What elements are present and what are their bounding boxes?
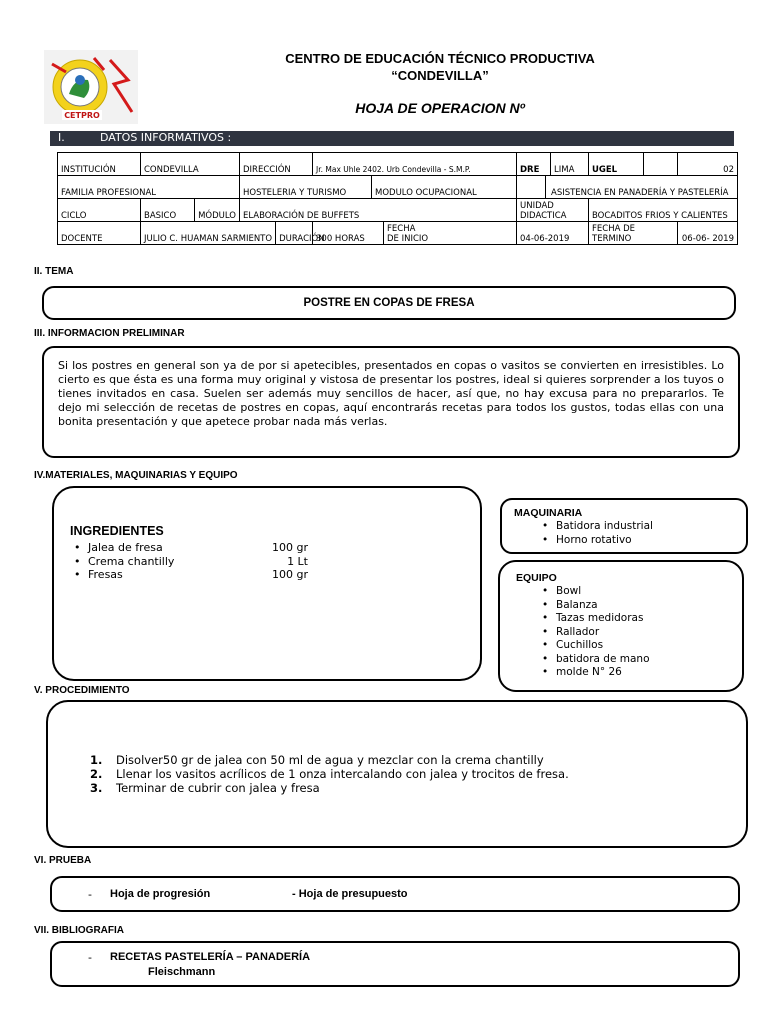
list-item: • Rallador <box>536 626 650 640</box>
list-item: • batidora de mano <box>536 653 650 667</box>
step-number: 2. <box>90 767 103 781</box>
list-item <box>68 541 308 555</box>
prueba-dash: - <box>88 888 92 901</box>
ciclo-value: BASICO <box>141 199 195 221</box>
school-name: “CONDEVILLA” <box>391 68 489 83</box>
list-item <box>68 568 308 582</box>
maquinaria-title: MAQUINARIA <box>514 507 583 519</box>
section-datos-bar <box>50 131 734 146</box>
list-item: • Batidora industrial <box>536 520 653 534</box>
ingredientes-box <box>52 486 482 681</box>
equipo-list <box>536 585 650 680</box>
step-number: 1. <box>90 753 103 767</box>
dre-value: LIMA <box>551 153 589 176</box>
section-title: DATOS INFORMATIVOS : <box>100 131 232 144</box>
inicio-label-1: FECHA <box>387 224 416 234</box>
familia-value: HOSTELERIA Y TURISMO <box>240 176 372 198</box>
step-text: Terminar de cubrir con jalea y fresa <box>116 781 320 795</box>
svg-text:CETPRO: CETPRO <box>64 111 100 120</box>
prueba-box <box>50 876 740 912</box>
ingrediente-qty: 1 Lt <box>287 554 308 568</box>
ugel-label: UGEL <box>589 153 644 176</box>
list-item <box>68 555 308 569</box>
section-number: I. <box>58 131 65 144</box>
ingrediente-name: Jalea de fresa <box>88 541 163 554</box>
ugel-value: 02 <box>678 153 738 176</box>
ingredientes-title: INGREDIENTES <box>70 524 164 538</box>
docente-value: JULIO C. HUAMAN SARMIENTO <box>141 222 276 244</box>
list-item <box>90 753 569 767</box>
preliminar-text: Si los postres en general son ya de por si apetecibles, presentados en copas o vasitos se convierten en irresistibles. Lo cierto es que ésta es una forma muy original y vistosa de presentar los postres, ideal si quieres sorprender a los tuyos o tienes invitados en casa. Suelen ser además muy sencillos de hacer, así que, no hay excusa para no prepararlos. Te dejo mi selección de recetas de postres en copas, aquí encontrarás recetas para todos los gustos, todas ellas con una bonita presentación y que apetece probar nada más verlas. <box>58 359 724 428</box>
steps-list <box>90 753 569 795</box>
hoja-progresion: Hoja de progresión <box>110 888 211 900</box>
maquinaria-list <box>536 520 653 547</box>
table-row <box>58 153 738 176</box>
ingrediente-qty: 100 gr <box>272 541 308 554</box>
tema-heading: II. TEMA <box>34 266 74 277</box>
modulo-value: ELABORACIÓN DE BUFFETS <box>240 199 517 222</box>
hoja-presupuesto: - Hoja de presupuesto <box>292 888 408 900</box>
tema-box <box>42 286 736 320</box>
step-text: Llenar los vasitos acrílicos de 1 onza intercalando con jalea y trocitos de fresa. <box>116 767 569 781</box>
familia-label: FAMILIA PROFESIONAL <box>58 176 240 199</box>
list-item: • Balanza <box>536 599 650 613</box>
materiales-heading: IV.MATERIALES, MAQUINARIAS Y EQUIPO <box>34 470 238 481</box>
familia-modulo-cell <box>240 176 517 199</box>
bibliografia-line2: Fleischmann <box>148 966 216 978</box>
ugel-empty <box>644 153 678 176</box>
direccion-label: DIRECCIÓN <box>240 153 313 176</box>
duracion-value: 300 HORAS <box>313 222 384 244</box>
docente-cell <box>141 222 325 245</box>
modulo-ocup-label: MODULO OCUPACIONAL <box>375 188 477 198</box>
duracion-label: DURACIÓN <box>279 234 325 244</box>
preliminar-box <box>42 346 740 458</box>
list-item <box>90 767 569 781</box>
table-row <box>58 222 738 245</box>
inicio-label <box>384 224 431 244</box>
ingrediente-qty: 100 gr <box>272 568 308 581</box>
list-item: • Horno rotativo <box>536 534 653 548</box>
bibliografia-box <box>50 941 740 987</box>
unidad-label <box>517 199 589 222</box>
duracion-inicio-cell <box>313 222 517 245</box>
unidad-label-1: UNIDAD <box>520 201 554 211</box>
prueba-heading: VI. PRUEBA <box>34 855 92 866</box>
docente-label: DOCENTE <box>58 222 141 245</box>
bibliografia-dash: - <box>88 951 92 964</box>
list-item: • Bowl <box>536 585 650 599</box>
ingrediente-name: Crema chantilly <box>88 554 175 568</box>
modulo-ocup-value: ASISTENCIA EN PANADERÍA Y PASTELERÍA <box>551 188 729 198</box>
info-table <box>57 152 738 245</box>
step-number: 3. <box>90 781 103 795</box>
table-row <box>58 176 738 199</box>
maquinaria-box <box>500 498 748 554</box>
dre-label: DRE <box>517 153 551 176</box>
unidad-label-2: DIDACTICA <box>520 211 567 221</box>
equipo-box <box>498 560 744 692</box>
bibliografia-line1: RECETAS PASTELERÍA – PANADERÍA <box>110 951 311 963</box>
unidad-value: BOCADITOS FRIOS Y CALIENTES <box>589 199 738 222</box>
list-item: • molde N° 26 <box>536 666 650 680</box>
bibliografia-heading: VII. BIBLIOGRAFIA <box>34 925 124 936</box>
institucion-label: INSTITUCIÓN <box>58 153 141 176</box>
modulo-label: MÓDULO <box>198 211 236 221</box>
list-item <box>90 781 569 795</box>
ingrediente-name: Fresas <box>88 568 123 581</box>
ciclo-label: CICLO <box>58 199 141 222</box>
equipo-title: EQUIPO <box>516 572 557 584</box>
termino-label <box>589 222 678 245</box>
procedimiento-heading: V. PROCEDIMIENTO <box>34 685 130 696</box>
list-item: • Cuchillos <box>536 639 650 653</box>
step-text: Disolver50 gr de jalea con 50 ml de agua y mezclar con la crema chantilly <box>116 753 544 767</box>
tema-value: POSTRE EN COPAS DE FRESA <box>303 297 475 309</box>
direccion-value: Jr. Max Uhle 2402. Urb Condevilla - S.M.P. <box>313 153 517 176</box>
cetpro-logo <box>44 50 138 124</box>
inicio-cell <box>517 222 589 245</box>
org-title: CENTRO DE EDUCACIÓN TÉCNICO PRODUCTIVA <box>285 51 595 66</box>
institucion-value: CONDEVILLA <box>141 153 240 176</box>
doc-title: HOJA DE OPERACION Nº <box>355 100 525 116</box>
ciclo-modulo-cell <box>141 199 240 222</box>
termino-label-1: FECHA DE <box>592 224 636 234</box>
termino-label-2: TERMINO <box>592 234 632 244</box>
procedimiento-box <box>46 700 748 848</box>
modulo-ocup-cell <box>517 176 738 199</box>
table-row <box>58 199 738 222</box>
ingredientes-list <box>68 541 308 582</box>
inicio-label-2: DE INICIO <box>387 234 429 244</box>
termino-value: 06-06- 2019 <box>678 222 738 245</box>
inicio-value: 04-06-2019 <box>520 234 570 244</box>
preliminar-heading: III. INFORMACION PRELIMINAR <box>34 328 185 339</box>
list-item: • Tazas medidoras <box>536 612 650 626</box>
